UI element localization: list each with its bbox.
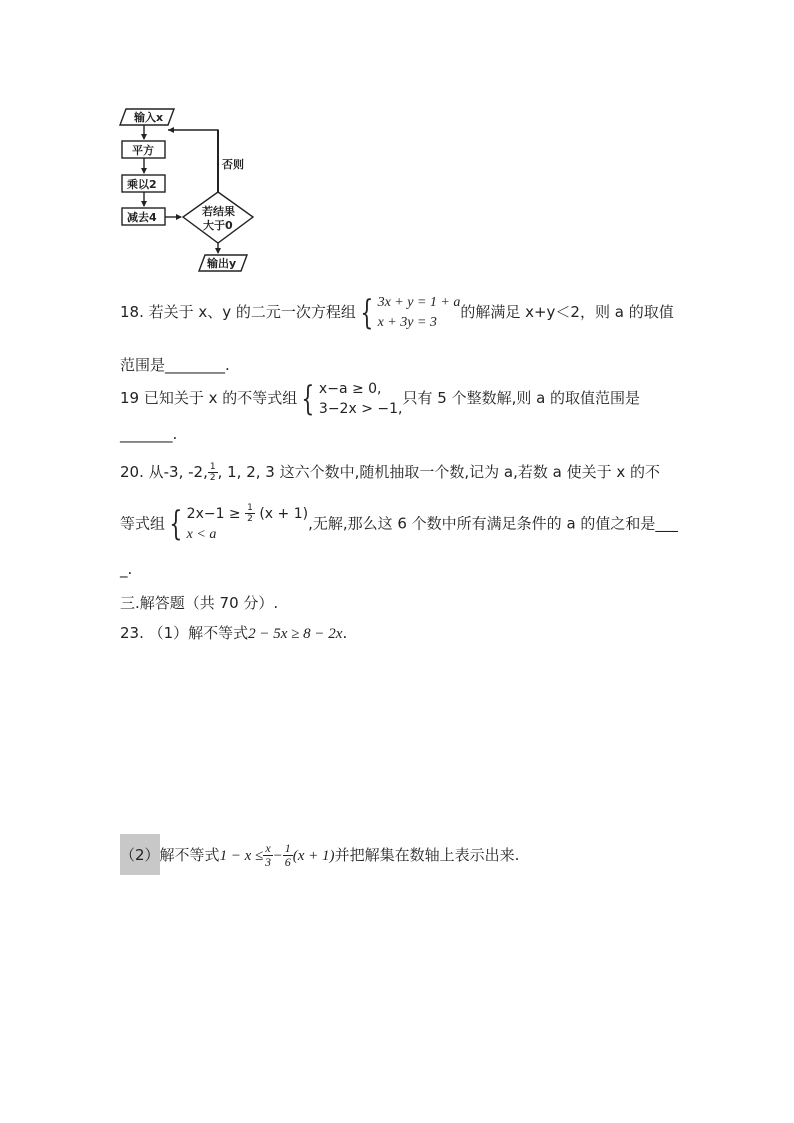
decision-label-1: 若结果 <box>202 205 235 218</box>
question-20-line2 <box>120 503 678 545</box>
q20-prefix: 20. 从-3, -2, <box>120 463 208 481</box>
q23-1-expression: 2 − 5x ≥ 8 − 2x <box>248 626 343 642</box>
q20-suffix: , 1, 2, 3 这六个数中,随机抽取一个数,记为 a,若数 a 使关于 x 的不 <box>217 463 660 481</box>
question-23-part-1: 23. （1）解不等式2 − 5x ≥ 8 − 2x. <box>120 624 348 642</box>
decision-label-2: 大于0 <box>203 219 233 232</box>
square-label: 平方 <box>132 144 154 157</box>
q20-half-fraction: $\frac{1}{2}$ <box>209 462 216 483</box>
q18-line2: 范围是________. <box>120 356 230 374</box>
q19-prefix: 19 已知关于 x 的不等式组 <box>120 389 298 407</box>
q23-1-prefix: 23. （1）解不等式 <box>120 624 249 642</box>
q18-eq2: x + 3y = 3 <box>377 314 437 330</box>
q20-ineq1: 2x−1 ≥ $\frac{1}{2}$ (x + 1) <box>186 503 309 524</box>
q23-2-frac1: $\frac{x}{3}$ <box>264 841 271 869</box>
q23-2-label: （2） <box>120 846 160 864</box>
q20-line2-suffix: ,无解,那么这 6 个数中所有满足条件的 a 的值之和是___ <box>308 514 678 533</box>
flowchart-diagram <box>110 100 280 280</box>
q19-inequality-system: { x−a ≥ 0, 3−2x > −1, <box>301 378 403 419</box>
question-23-part-2: （2）解不等式1 − x ≤ $\frac{x}{3}$ − $\frac{1}{6}$ (x + 1)并把解集在数轴上表示出来. <box>120 841 520 869</box>
q19-suffix: 只有 5 个整数解,则 a 的取值范围是 <box>402 389 641 407</box>
q20-ineq2: x < a <box>186 527 217 542</box>
times2-label: 乘以2 <box>127 178 157 191</box>
input-label: 输入x <box>134 111 164 124</box>
question-20 <box>120 458 660 486</box>
q18-suffix: 的解满足 x+y＜2，则 a 的取值 <box>460 303 674 321</box>
question-18 <box>120 292 674 333</box>
question-19 <box>120 378 640 419</box>
q18-eq1: 3x + y = 1 + a <box>377 294 461 310</box>
loop-arrow <box>168 130 218 192</box>
q18-equation-system: { 3x + y = 1 + a x + 3y = 3 <box>360 292 461 333</box>
q20-line3: _. <box>120 560 133 578</box>
q23-2-expr-b: (x + 1) <box>292 848 335 864</box>
q23-2-prefix: 解不等式 <box>159 846 220 864</box>
section-3-heading: 三.解答题（共 70 分）. <box>120 594 279 612</box>
q18-prefix: 18. 若关于 x、y 的二元一次方程组 <box>120 303 356 321</box>
q19-ineq2: 3−2x > −1, <box>318 400 403 417</box>
q20-line2-prefix: 等式组 <box>120 514 166 533</box>
q23-2-suffix: 并把解集在数轴上表示出来. <box>334 846 520 864</box>
else-label: 否则 <box>222 158 244 171</box>
q23-2-expr-a: 1 − x ≤ <box>219 848 264 864</box>
minus4-label: 减去4 <box>127 211 157 224</box>
output-label: 输出y <box>207 257 237 270</box>
q19-ineq1: x−a ≥ 0, <box>318 380 382 397</box>
q20-inequality-system: { 2x−1 ≥ $\frac{1}{2}$ (x + 1) x < a <box>169 503 309 544</box>
q23-2-frac2: $\frac{1}{6}$ <box>284 841 291 869</box>
q19-line2: _______. <box>120 425 178 443</box>
